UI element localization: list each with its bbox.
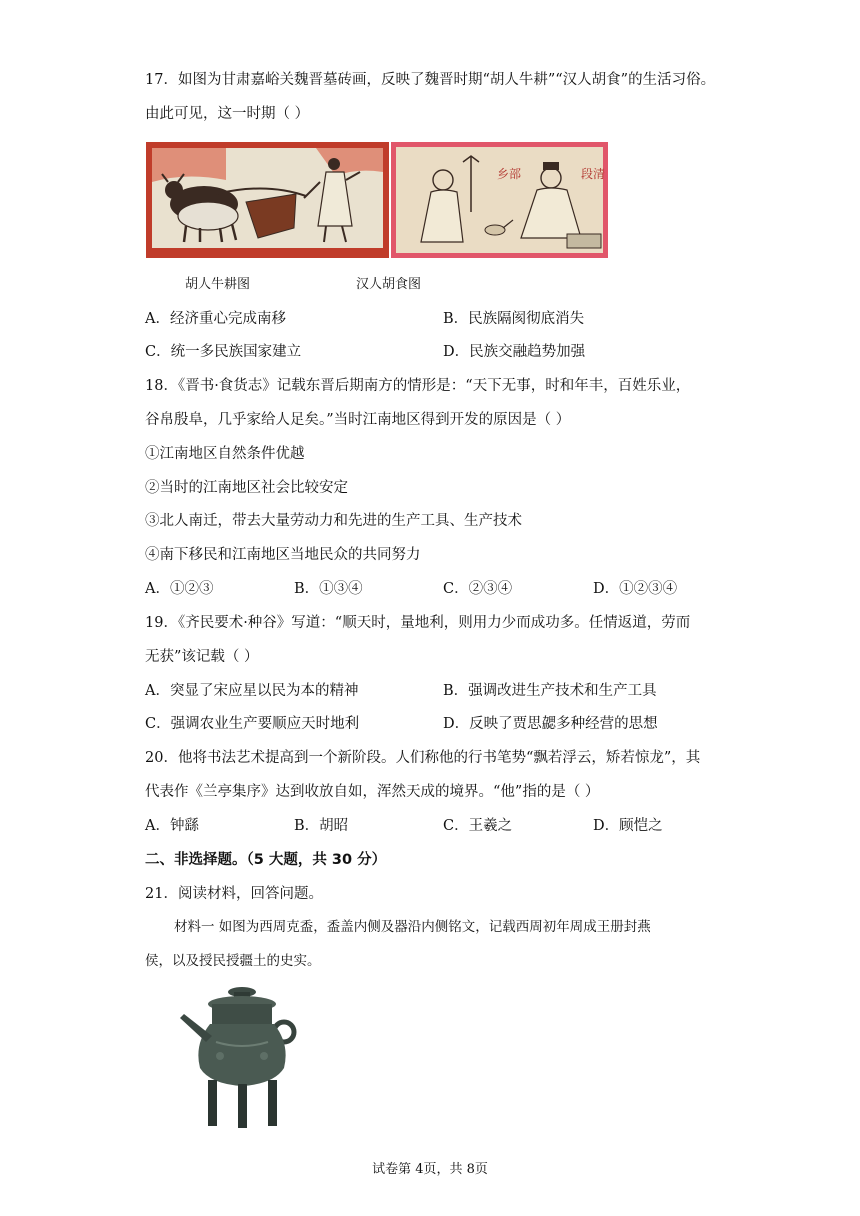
q21-stem: 21．阅读材料，回答问题。 xyxy=(145,886,323,902)
q18-item-3: ③北人南迁，带去大量劳动力和先进的生产工具、生产技术 xyxy=(145,513,522,529)
q19-option-c[interactable]: C．强调农业生产要顺应天时地利 xyxy=(145,716,360,732)
q19-stem-line-2: 无获”该记载（ ） xyxy=(145,649,259,665)
q18-option-d[interactable]: D．①②③④ xyxy=(593,581,678,597)
q17-stem-line-1: 17．如图为甘肃嘉峪关魏晋墓砖画，反映了魏晋时期“胡人牛耕”“汉人胡食”的生活习俗。 xyxy=(145,72,716,88)
q20-option-c[interactable]: C．王羲之 xyxy=(443,818,513,834)
q20-stem-line-2: 代表作《兰亭集序》达到收放自如，浑然天成的境界。“他”指的是（ ） xyxy=(145,784,600,800)
ox-plowing-image xyxy=(146,142,389,258)
q20-option-d[interactable]: D．顾恺之 xyxy=(593,818,663,834)
q18-stem-line-2: 谷帛殷阜，几乎家给人足矣。”当时江南地区得到开发的原因是（ ） xyxy=(145,412,571,428)
q20-option-a[interactable]: A．钟繇 xyxy=(145,818,199,834)
q18-item-2: ②当时的江南地区社会比较安定 xyxy=(145,480,348,496)
painting-inscription-2: 段清 xyxy=(581,167,606,181)
section-heading: 二、非选择题。（5 大题，共 30 分） xyxy=(145,852,387,868)
q19-stem-line-1: 19．《齐民要术·种谷》写道：“顺天时，量地利，则用力少而成功多。任情返道，劳而 xyxy=(145,615,691,631)
q18-option-b[interactable]: B．①③④ xyxy=(294,581,363,597)
q17-option-d[interactable]: D．民族交融趋势加强 xyxy=(443,344,586,360)
q20-option-b[interactable]: B．胡昭 xyxy=(294,818,349,834)
han-eating-image xyxy=(391,142,608,258)
q18-stem-line-1: 18．《晋书·食货志》记载东晋后期南方的情形是：“天下无事，时和年丰，百姓乐业， xyxy=(145,378,691,394)
q19-option-b[interactable]: B．强调改进生产技术和生产工具 xyxy=(443,683,657,699)
caption-han-eating: 汉人胡食图 xyxy=(356,277,422,292)
q17-stem-line-2: 由此可见，这一时期（ ） xyxy=(145,106,310,122)
q18-option-c[interactable]: C．②③④ xyxy=(443,581,513,597)
ox-plowing-painting xyxy=(146,142,389,258)
q19-option-a[interactable]: A．突显了宋应星以民为本的精神 xyxy=(145,683,359,699)
q18-option-a[interactable]: A．①②③ xyxy=(145,581,214,597)
q17-option-b[interactable]: B．民族隔阂彻底消失 xyxy=(443,311,585,327)
q18-item-4: ④南下移民和江南地区当地民众的共同努力 xyxy=(145,547,421,563)
q17-option-c[interactable]: C．统一多民族国家建立 xyxy=(145,344,302,360)
q17-option-a[interactable]: A．经济重心完成南移 xyxy=(145,311,286,327)
page-footer: 试卷第 4页，共 8页 xyxy=(372,1162,488,1177)
q19-option-d[interactable]: D．反映了贾思勰多种经营的思想 xyxy=(443,716,658,732)
caption-ox-plowing: 胡人牛耕图 xyxy=(185,277,251,292)
bronze-he-vessel-image xyxy=(176,984,308,1132)
q21-material-line-2: 侯，以及授民授疆土的史实。 xyxy=(145,953,321,969)
q18-item-1: ①江南地区自然条件优越 xyxy=(145,446,305,462)
painting-inscription-1: 乡部 xyxy=(497,167,522,181)
q20-stem-line-1: 20．他将书法艺术提高到一个新阶段。人们称他的行书笔势“飘若浮云，矫若惊龙”，其 xyxy=(145,750,701,766)
bronze-vessel-drawing xyxy=(176,984,308,1132)
q21-material-line-1: 材料一 如图为西周克盉，盉盖内侧及器沿内侧铭文，记载西周初年周成王册封燕 xyxy=(174,919,651,935)
han-eating-painting xyxy=(391,142,608,258)
